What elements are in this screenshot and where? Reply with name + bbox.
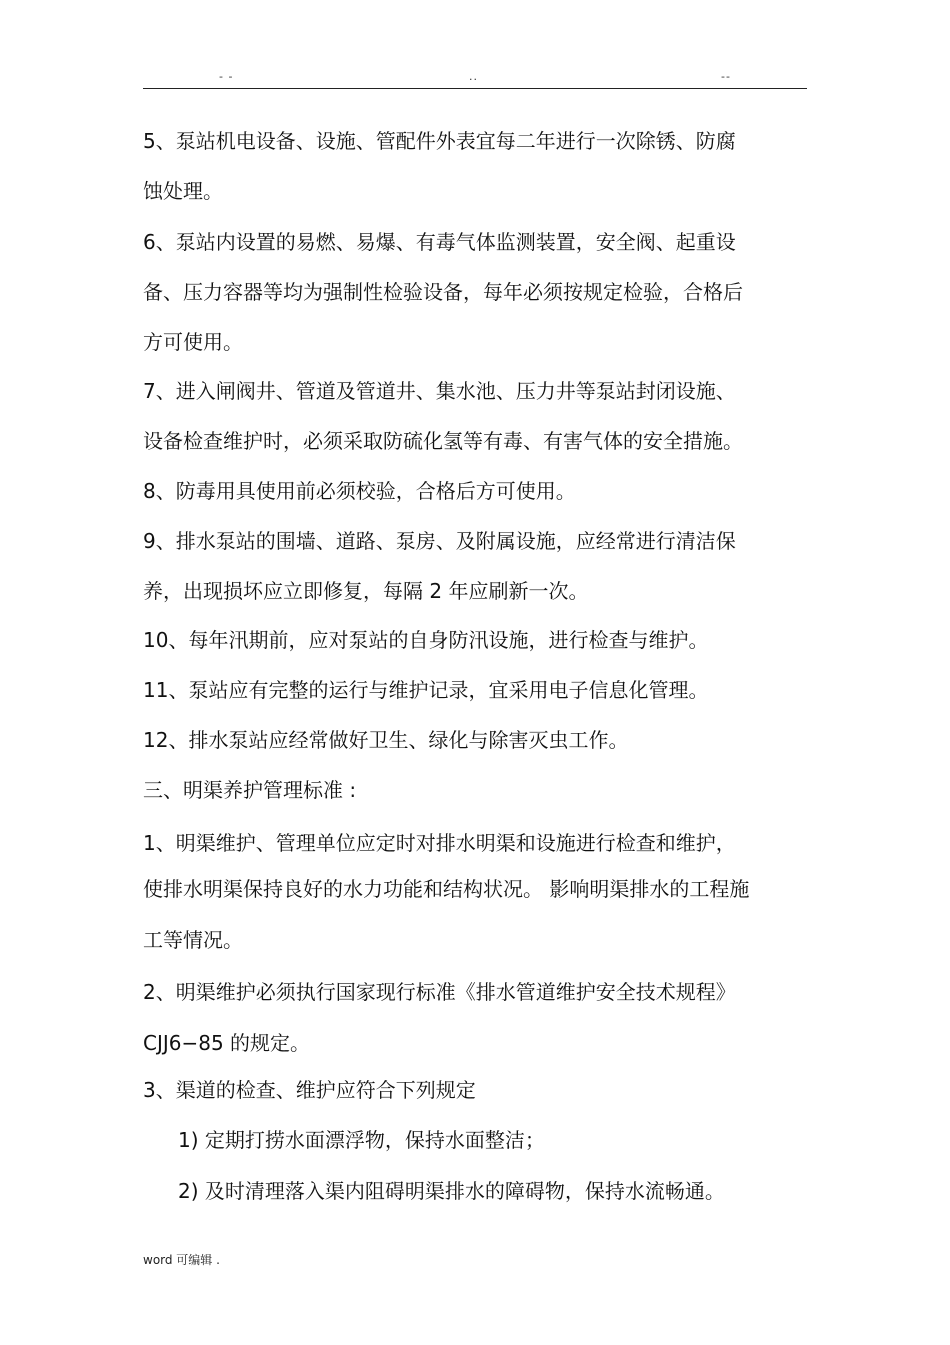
text-line: 1、明渠维护、管理单位应定时对排水明渠和设施进行检查和维护， <box>143 831 736 855</box>
section-heading: 三、明渠养护管理标准 : <box>143 778 357 802</box>
text-line: 12、排水泵站应经常做好卫生、绿化与除害灭虫工作。 <box>143 728 629 752</box>
text-line: 工等情况。 <box>143 928 243 952</box>
text-line: 6、泵站内设置的易燃、易爆、有毒气体监测装置，安全阀、起重设 <box>143 230 736 254</box>
text-line: 使排水明渠保持良好的水力功能和结构状况。 影响明渠排水的工程施 <box>143 877 750 901</box>
text-line: CJJ6−85 的规定。 <box>143 1031 311 1055</box>
list-item: 2) 及时清理落入渠内阻碍明渠排水的障碍物，保持水流畅通。 <box>178 1179 725 1203</box>
text-line: 5、泵站机电设备、设施、管配件外表宜每二年进行一次除锈、防腐 <box>143 129 736 153</box>
header-divider <box>143 88 807 89</box>
text-line: 蚀处理。 <box>143 179 223 203</box>
header-right-mark: -- <box>721 70 731 83</box>
text-line: 7、进入闸阀井、管道及管道井、集水池、压力井等泵站封闭设施、 <box>143 379 736 403</box>
text-line: 设备检查维护时，必须采取防硫化氢等有毒、有害气体的安全措施。 <box>143 429 743 453</box>
text-line: 养，出现损坏应立即修复，每隔 2 年应刷新一次。 <box>143 579 589 603</box>
header-center-mark: .. <box>469 70 478 83</box>
text-line: 3、渠道的检查、维护应符合下列规定 <box>143 1078 476 1102</box>
text-line: 备、压力容器等均为强制性检验设备，每年必须按规定检验，合格后 <box>143 280 743 304</box>
text-line: 方可使用。 <box>143 330 243 354</box>
text-line: 10、每年汛期前，应对泵站的自身防汛设施，进行检查与维护。 <box>143 628 709 652</box>
text-line: 9、排水泵站的围墙、道路、泵房、及附属设施，应经常进行清洁保 <box>143 529 736 553</box>
text-line: 2、明渠维护必须执行国家现行标准《排水管道维护安全技术规程》 <box>143 980 736 1004</box>
text-line: 8、防毒用具使用前必须校验，合格后方可使用。 <box>143 479 576 503</box>
list-item: 1) 定期打捞水面漂浮物，保持水面整洁； <box>178 1128 545 1152</box>
text-line: 11、泵站应有完整的运行与维护记录，宜采用电子信息化管理。 <box>143 678 709 702</box>
header-left-mark: - - <box>219 70 234 83</box>
page-footer: word 可编辑 . <box>143 1253 220 1267</box>
